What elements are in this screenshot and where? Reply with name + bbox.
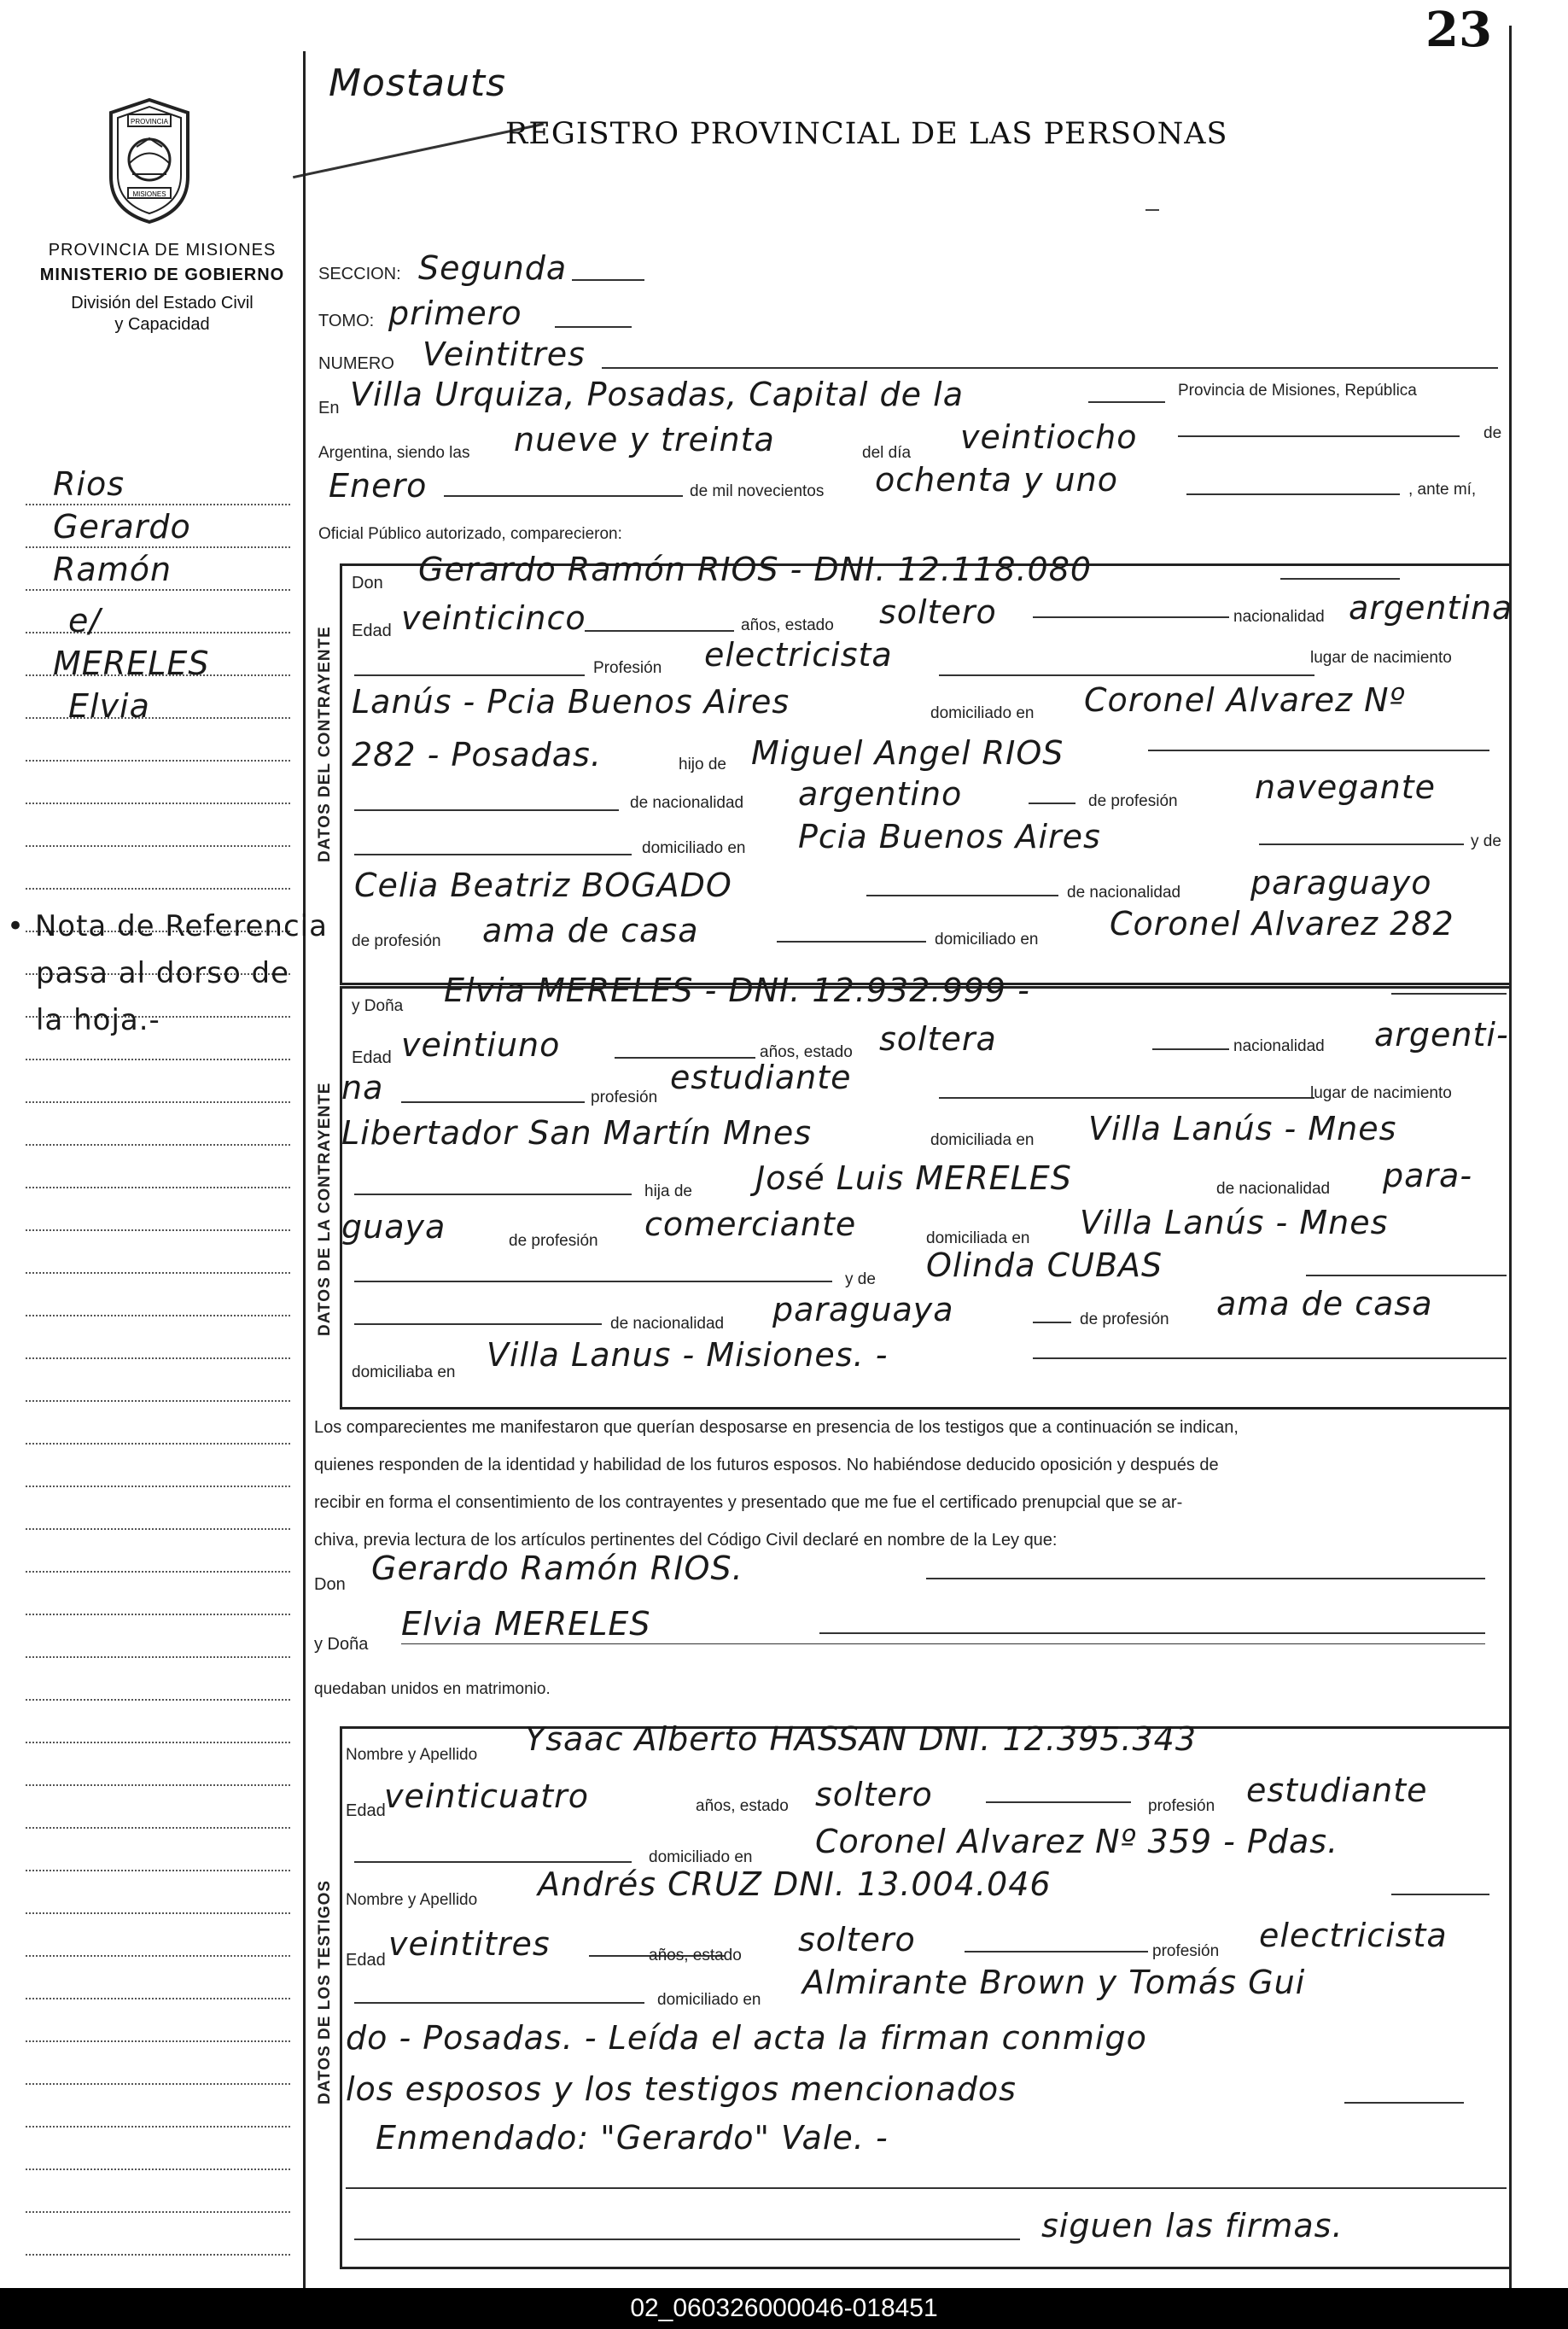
decl-dona-label: y Doña — [314, 1635, 369, 1654]
don-label: Don — [352, 574, 383, 592]
margin-dotted-line — [26, 504, 290, 505]
bride-profesion: estudiante — [670, 1059, 852, 1096]
margin-dotted-line — [26, 1486, 290, 1487]
anos-estado: años, estado — [741, 616, 834, 634]
groom-father-nac: argentino — [798, 775, 963, 813]
margin-name-1: Rios — [53, 465, 125, 503]
margin-dotted-line — [26, 1443, 290, 1445]
groom-domicilio-a: Coronel Alvarez Nº — [1084, 681, 1406, 719]
margin-dotted-line — [26, 2040, 290, 2042]
de-text: de — [1483, 424, 1502, 442]
margin-dotted-line — [26, 1614, 290, 1615]
t1-nombre-label: Nombre y Apellido — [346, 1746, 478, 1764]
ministry-name: MINISTERIO DE GOBIERNO — [39, 266, 285, 284]
division-line2: y Capacidad — [114, 315, 210, 334]
argentina-text: Argentina, siendo las — [318, 444, 470, 462]
bride-profesion-label: profesión — [591, 1089, 658, 1106]
bride-padre-dom-label: domiciliada en — [926, 1229, 1030, 1247]
t2-name: Andrés CRUZ DNI. 13.004.046 — [538, 1865, 1052, 1903]
bride-age: veintiuno — [401, 1026, 561, 1064]
t1-dom-label: domiciliado en — [649, 1848, 753, 1866]
bride-father-nac-b: guaya — [341, 1208, 446, 1246]
division-line1: División del Estado Civil — [71, 294, 254, 312]
province-text: Provincia de Misiones, República — [1178, 382, 1417, 400]
domiciliado-label: domiciliado en — [930, 704, 1035, 722]
margin-name-6: Elvia — [68, 687, 150, 725]
groom-father: Miguel Angel RIOS — [751, 734, 1064, 772]
province-name: PROVINCIA DE MISIONES — [48, 241, 277, 260]
bride-father-prof: comerciante — [644, 1205, 857, 1243]
day-value: veintiocho — [960, 418, 1138, 456]
t2-prof: electricista — [1259, 1917, 1448, 1954]
bride-padre-nac-label: de nacionalidad — [1216, 1180, 1331, 1198]
margin-dotted-line — [26, 2083, 290, 2085]
header-block — [26, 241, 299, 335]
madre-prof-label: de profesión — [352, 932, 441, 950]
bride-y-de: y de — [845, 1270, 876, 1288]
groom-nacionalidad: argentina — [1349, 589, 1513, 627]
seal-text-bottom: MISIONES — [132, 190, 166, 198]
margin-dotted-line — [26, 1144, 290, 1146]
numero-value: Veintitres — [423, 336, 586, 373]
t1-name: Ysaac Alberto HASSAN DNI. 12.395.343 — [525, 1720, 1198, 1758]
margin-dotted-line — [26, 632, 290, 633]
bride-mother-dom: Villa Lanus - Misiones. - — [487, 1336, 889, 1374]
page-number: 23 — [1425, 2, 1492, 58]
margin-dotted-line — [26, 2254, 290, 2256]
domiciliada-label: domiciliada en — [930, 1131, 1035, 1149]
margin-note-3: la hoja.- — [36, 1003, 160, 1037]
margin-name-2: Gerardo — [53, 508, 191, 546]
seccion-value: Segunda — [418, 249, 568, 287]
margin-dotted-line — [26, 1229, 290, 1231]
margin-dotted-line — [26, 589, 290, 591]
margin-dotted-line — [26, 803, 290, 804]
bride-madre-prof-label: de profesión — [1080, 1310, 1169, 1328]
margin-note-1: • Nota de Referencia — [7, 909, 328, 943]
page-title: REGISTRO PROVINCIAL DE LAS PERSONAS — [505, 117, 1228, 151]
groom-profesion: electricista — [704, 636, 893, 674]
margin-dotted-line — [26, 546, 290, 548]
t2-estado: soltero — [798, 1921, 916, 1958]
declaration-paragraph — [314, 1409, 1505, 1559]
bride-nacionalidad-a: argenti- — [1374, 1016, 1509, 1054]
groom-mother-dom: Coronel Alvarez 282 — [1110, 905, 1454, 943]
time-value: nueve y treinta — [514, 421, 775, 458]
bride-edad-label: Edad — [352, 1048, 392, 1067]
edad-label: Edad — [352, 622, 392, 640]
bride-lugar: Libertador San Martín Mnes — [341, 1114, 813, 1152]
padre-prof-label: de profesión — [1088, 792, 1178, 810]
t2-dom-label: domiciliado en — [657, 1991, 761, 2009]
bride-nacionalidad-label: nacionalidad — [1233, 1037, 1325, 1055]
declaration-line-1: Los comparecientes me manifestaron que querían desposarse en presencia de los testigos que a continuación se indican, — [314, 1418, 1239, 1437]
margin-dotted-line — [26, 2126, 290, 2128]
bride-padre-prof-label: de profesión — [509, 1232, 598, 1250]
t2-anos-estado: años, estado — [649, 1947, 742, 1964]
dona-label: y Doña — [352, 997, 404, 1015]
tomo-value: primero — [388, 295, 522, 332]
dash-mark — [1145, 209, 1159, 211]
groom-mother-nac: paraguayo — [1250, 864, 1432, 902]
declaration-line-4: chiva, previa lectura de los artículos pertinentes del Código Civil declaré en nombre de la Ley que: — [314, 1531, 1058, 1550]
bride-mother-prof: ama de casa — [1216, 1285, 1433, 1322]
margin-dotted-line — [26, 1955, 290, 1957]
margin-dotted-line — [26, 1699, 290, 1701]
bride-madre-nac-label: de nacionalidad — [610, 1315, 725, 1333]
lugar-label: lugar de nacimiento — [1310, 649, 1452, 667]
madre-nac-label: de nacionalidad — [1067, 884, 1181, 902]
margin-dotted-line — [26, 1528, 290, 1530]
padre-nac-label: de nacionalidad — [630, 794, 744, 812]
margin-dotted-line — [26, 845, 290, 847]
testigos-cont-2: los esposos y los testigos mencionados — [346, 2070, 1017, 2108]
t2-nombre-label: Nombre y Apellido — [346, 1891, 478, 1909]
groom-estado: soltero — [879, 593, 997, 631]
bride-lugar-label: lugar de nacimiento — [1310, 1084, 1452, 1102]
hijo-label: hijo de — [679, 756, 726, 773]
bride-mother: Olinda CUBAS — [926, 1246, 1163, 1284]
margin-dotted-line — [26, 1400, 290, 1402]
hija-label: hija de — [644, 1182, 692, 1200]
groom-father-dom: Pcia Buenos Aires — [798, 818, 1101, 855]
bride-father-nac-a: para- — [1383, 1157, 1473, 1194]
groom-lugar: Lanús - Pcia Buenos Aires — [352, 683, 790, 721]
margin-dotted-line — [26, 1101, 290, 1103]
declaration-line-3: recibir en forma el consentimiento de los contrayentes y presentado que me fue el certificado prenupcial que se ar- — [314, 1493, 1183, 1512]
testigos-section-label: DATOS DE LOS TESTIGOS — [316, 1879, 334, 2104]
t1-estado: soltero — [815, 1776, 933, 1813]
margin-dotted-line — [26, 1827, 290, 1829]
margin-dotted-line — [26, 1059, 290, 1060]
t1-dom: Coronel Alvarez Nº 359 - Pdas. — [815, 1823, 1339, 1860]
groom-name: Gerardo Ramón RIOS - DNI. 12.118.080 — [418, 551, 1093, 588]
top-signature: Mostauts — [329, 61, 507, 105]
groom-age: veinticinco — [401, 599, 586, 637]
margin-dotted-line — [26, 760, 290, 762]
margin-dotted-line — [26, 1187, 290, 1188]
margin-name-3: Ramón — [53, 551, 172, 588]
margin-dotted-line — [26, 2211, 290, 2213]
t1-profesion-label: profesión — [1148, 1797, 1215, 1815]
t1-edad-label: Edad — [346, 1801, 386, 1820]
groom-domicilio-b: 282 - Posadas. — [352, 736, 602, 773]
del-dia: del día — [862, 444, 912, 462]
margin-dotted-line — [26, 717, 290, 719]
margin-note-2: pasa al dorso de — [36, 956, 290, 990]
decl-closing: quedaban unidos en matrimonio. — [314, 1680, 551, 1698]
groom-father-prof: navegante — [1255, 768, 1437, 806]
margin-dotted-line — [26, 2168, 290, 2170]
year-prefix: de mil novecientos — [690, 482, 825, 500]
bride-domicilio: Villa Lanús - Mnes — [1088, 1110, 1397, 1147]
year-value: ochenta y uno — [875, 461, 1118, 499]
margin-dotted-line — [26, 1315, 290, 1316]
t2-age: veintitres — [388, 1925, 551, 1963]
t2-profesion-label: profesión — [1152, 1942, 1220, 1960]
margin-dotted-line — [26, 1742, 290, 1743]
month-value: Enero — [329, 467, 428, 505]
contrayente-section-label: DATOS DEL CONTRAYENTE — [316, 626, 334, 862]
margin-name-5: MERELES — [53, 645, 210, 682]
t1-age: veinticuatro — [384, 1777, 589, 1815]
groom-mother-prof: ama de casa — [482, 912, 699, 949]
document-id-footer: 02_060326000046-018451 — [0, 2288, 1568, 2329]
padre-dom-label: domiciliado en — [642, 839, 746, 857]
bride-anos-estado: años, estado — [760, 1043, 853, 1061]
margin-dotted-line — [26, 1784, 290, 1786]
margin-dotted-line — [26, 1912, 290, 1914]
bride-estado: soltera — [879, 1020, 997, 1058]
t1-anos-estado: años, estado — [696, 1797, 789, 1815]
margin-dotted-line — [26, 1357, 290, 1359]
madre-dom-label: domiciliado en — [935, 931, 1039, 949]
declaration-line-2: quienes responden de la identidad y habilidad de los futuros esposos. No habiéndose deducido oposición y después de — [314, 1456, 1219, 1474]
provincial-seal — [102, 96, 196, 224]
margin-dotted-line — [26, 1571, 290, 1573]
decl-groom: Gerardo Ramón RIOS. — [371, 1550, 743, 1587]
t2-dom: Almirante Brown y Tomás Gui — [802, 1964, 1306, 2001]
margin-dotted-line — [26, 1870, 290, 1871]
seal-text-top: PROVINCIA — [130, 118, 169, 125]
seccion-label: SECCION: — [318, 265, 401, 283]
place-value: Villa Urquiza, Posadas, Capital de la — [350, 376, 964, 413]
margin-dotted-line — [26, 888, 290, 890]
margin-dotted-line — [26, 1998, 290, 1999]
bride-father-dom: Villa Lanús - Mnes — [1080, 1204, 1389, 1241]
margin-dotted-line — [26, 1656, 290, 1658]
t2-edad-label: Edad — [346, 1951, 386, 1970]
bride-nacionalidad-b: na — [341, 1069, 384, 1106]
signatures-note: siguen las firmas. — [1041, 2207, 1344, 2244]
bride-mother-nac: paraguaya — [772, 1291, 954, 1328]
ante-mi: , ante mí, — [1408, 481, 1477, 499]
bride-madre-dom-label: domiciliaba en — [352, 1363, 456, 1381]
testigos-cont-1: do - Posadas. - Leída el acta la firman conmigo — [346, 2019, 1147, 2057]
contrayenta-section-label: DATOS DE LA CONTRAYENTE — [316, 1082, 334, 1336]
nacionalidad-label: nacionalidad — [1233, 608, 1325, 626]
testigos-cont-3: Enmendado: "Gerardo" Vale. - — [376, 2119, 889, 2157]
en-label: En — [318, 399, 340, 417]
decl-don-label: Don — [314, 1575, 346, 1594]
decl-bride: Elvia MERELES — [401, 1605, 651, 1643]
profesion-label: Profesión — [593, 659, 662, 677]
margin-dotted-line — [26, 1272, 290, 1274]
t1-prof: estudiante — [1246, 1772, 1428, 1809]
y-de-label: y de — [1471, 832, 1501, 850]
margin-rule — [303, 51, 306, 2288]
groom-mother: Celia Beatriz BOGADO — [354, 867, 732, 904]
bride-name: Elvia MERELES - DNI. 12.932.999 - — [444, 972, 1030, 1009]
margin-name-4: e/ — [68, 602, 102, 639]
oficial-text: Oficial Público autorizado, comparecieron: — [318, 525, 622, 543]
numero-label: NUMERO — [318, 354, 394, 373]
bride-father: José Luis MERELES — [755, 1159, 1072, 1197]
tomo-label: TOMO: — [318, 312, 375, 330]
